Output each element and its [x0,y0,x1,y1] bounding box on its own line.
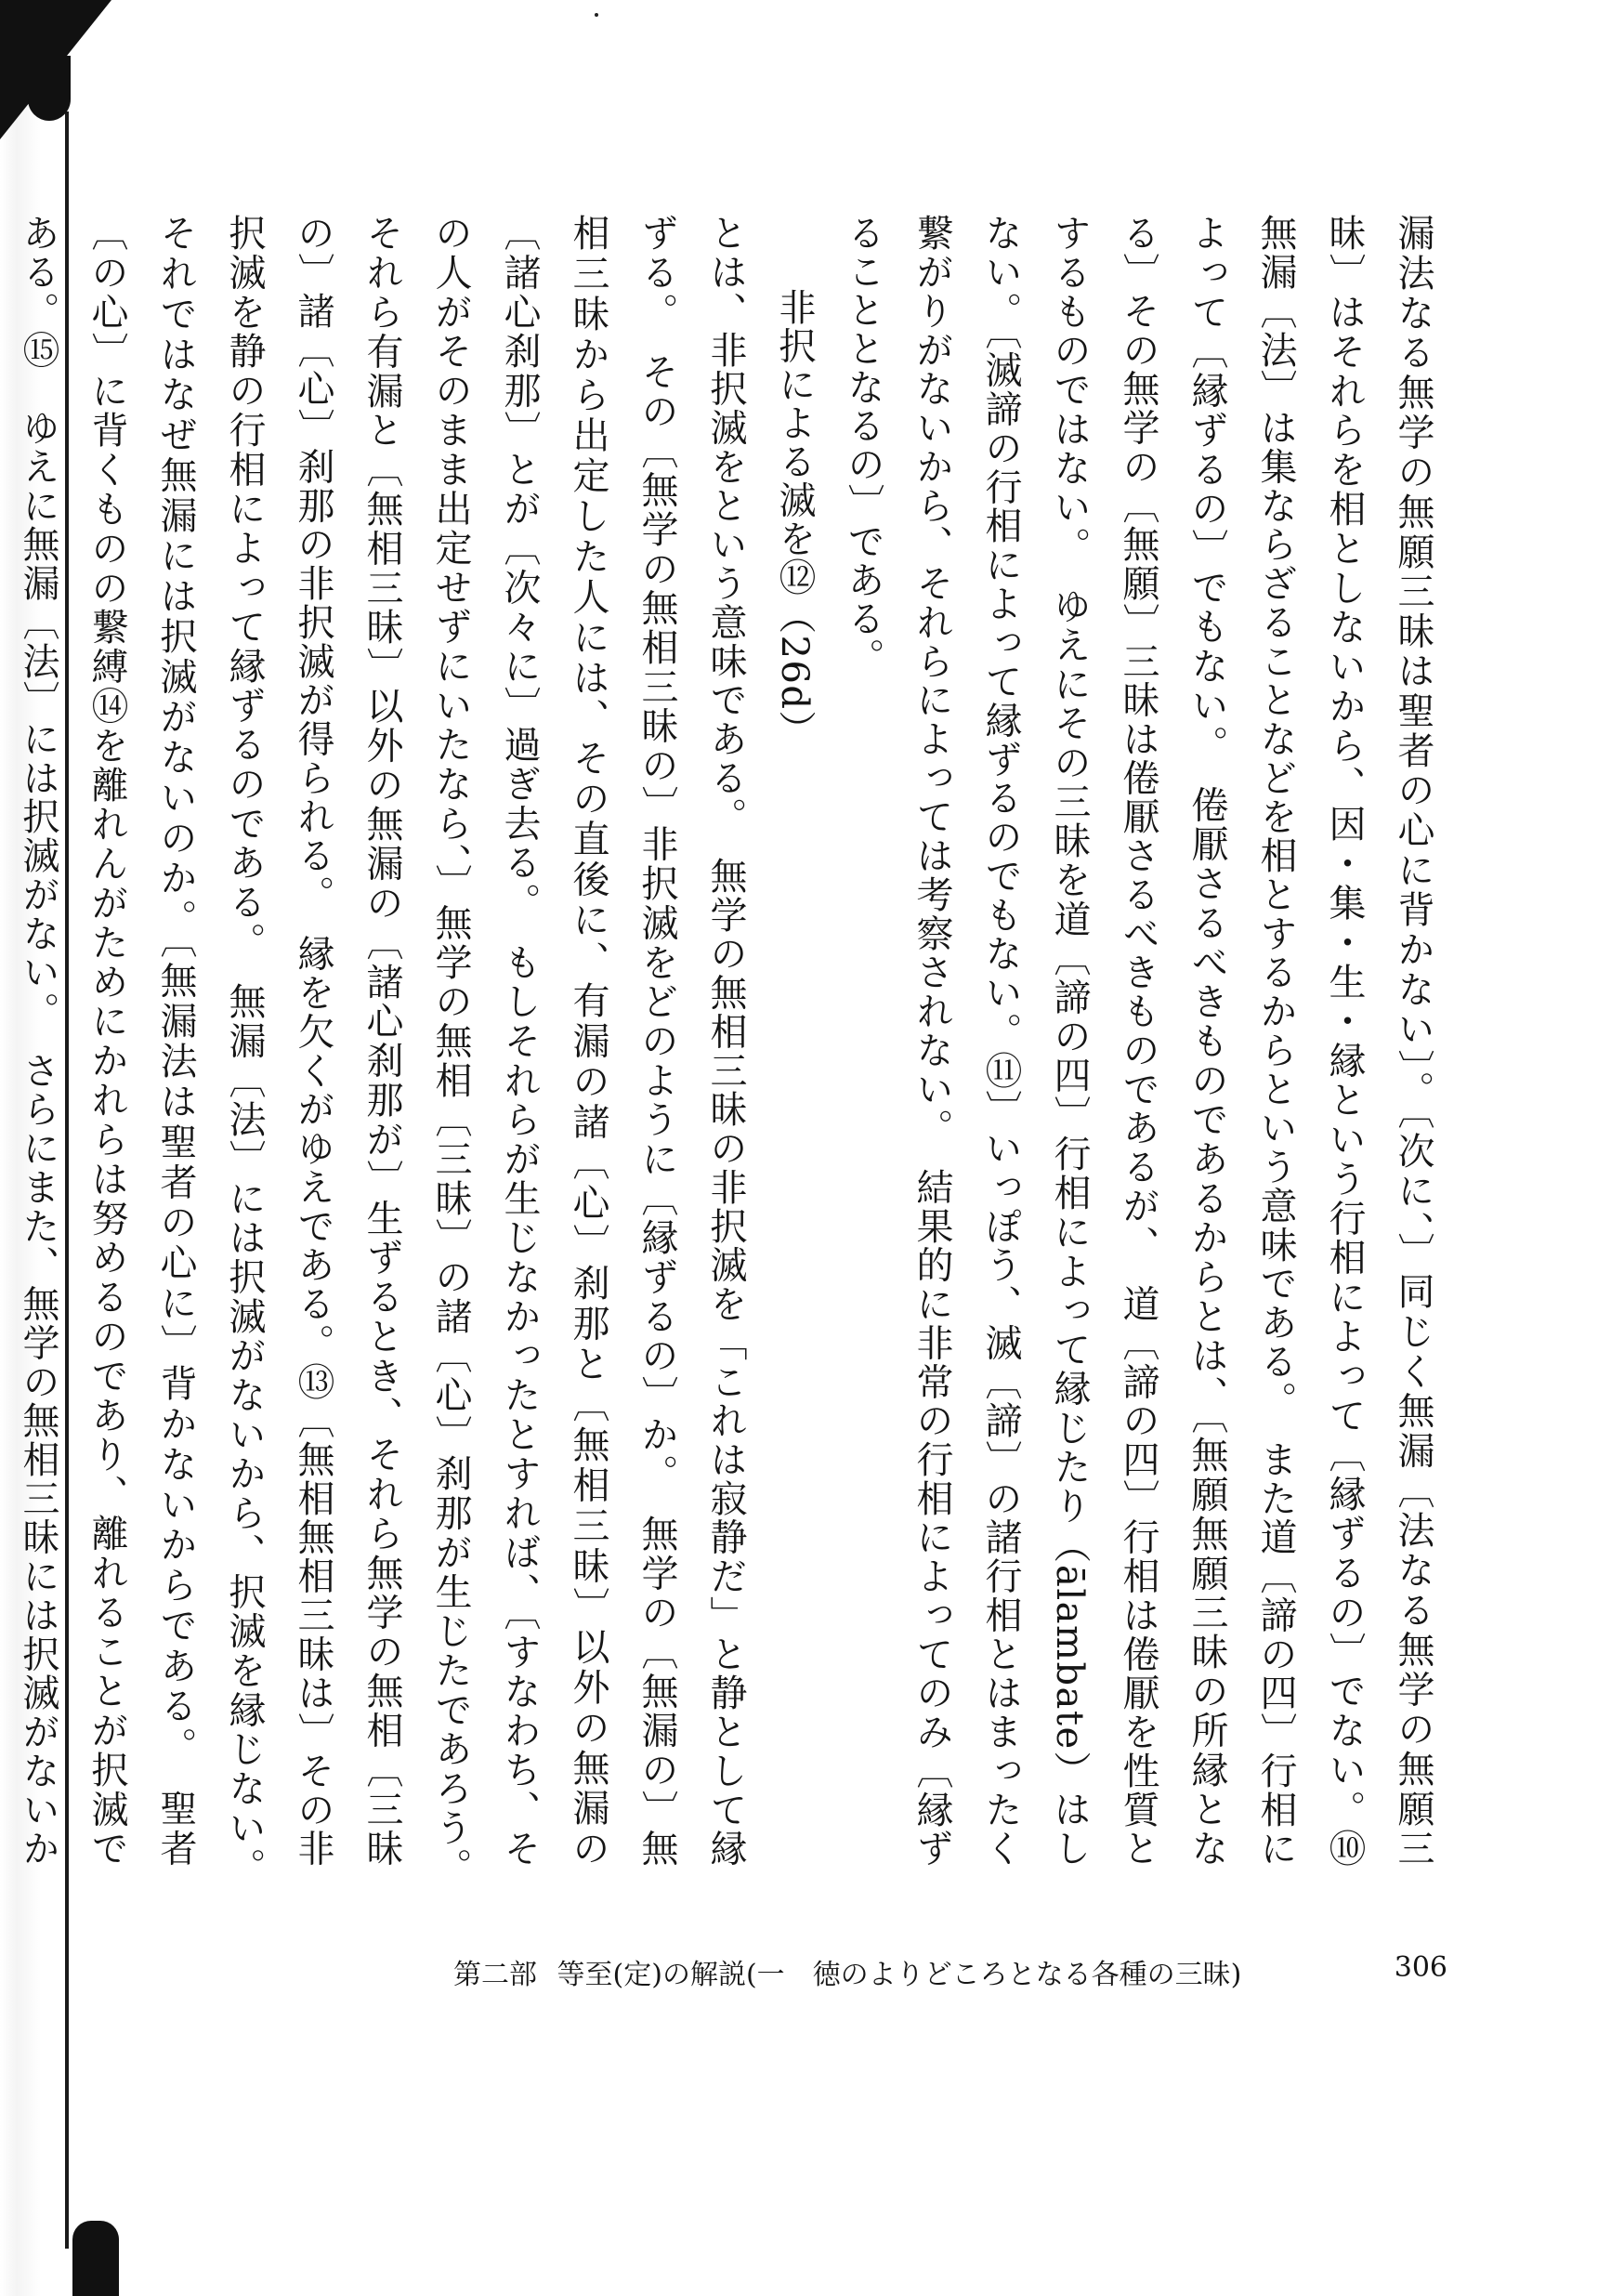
scan-speck [595,13,598,17]
footer-heading [453,1951,1252,1992]
footer-title: 等至(定)の解説(一 徳のよりどころとなる各種の三昧) [557,1959,1242,1991]
paragraph-2: とは、非択滅をという意味である。 無学の無相三昧の非択滅を「これは寂静だ」と静として縁ずる。 その〔無学の無相三昧の〕非択滅をどのように〔縁ずるの〕か。 無学の〔無漏の〕無相三昧から出定した人には、その直後に、有漏の諸〔心〕刹那と〔無相三昧〕以外の無漏の〔諸心刹那〕とが〔次々に〕過ぎ去る。 もしそれらが生じなかったとすれば、〔すなわち、その人がそのまま出定せずにいたなら、〕無学の無相〔三昧〕の諸〔心〕刹那が生じたであろう。 それら有漏と〔無相三昧〕以外の無漏の〔諸心刹那が〕生ずるとき、それら無学の無相〔三昧の〕諸〔心〕刹那の非択滅が得られる。 縁を欠くがゆえである。⑬〔無相無相三昧は〕その非択滅を静の行相によって縁ずるのである。 無漏〔法〕には択滅がないから、択滅を縁じない。 それではなぜ無漏には択滅がないのか。〔無漏法は聖者の心に〕背かないからである。 聖者〔の心〕に背くものの繋縛⑭を離れんがためにかれらは努めるのであり、離れることが択滅である。⑮ ゆえに無漏〔法〕には択滅がない。 さらにまた、無学の無相三昧には択滅がないか [17,214,747,1869]
scan-bottom-blot [72,2221,119,2296]
paragraph-1: 漏法なる無学の無願三昧は聖者の心に背かない〕。〔次に、〕同じく無漏〔法なる無学の無願三昧〕はそれらを相としないから、因・集・生・縁という行相によって〔縁ずるの〕でない。⑩ 無漏〔法〕は集ならざることなどを相とするからという意味である。 また道〔諦の四〕行相によって〔縁ずるの〕でもない。 倦厭さるべきものであるからとは、〔無願無願三昧の所縁となる〕その無学の〔無願〕三昧は倦厭さるべきものであるが、 道〔諦の四〕行相は倦厭を性質とするものではない。 ゆえにその三昧を道〔諦の四〕行相によって縁じたり（ālambate）はしない。〔滅諦の行相によって縁ずるのでもない。⑪〕いっぽう、滅〔諦〕の諸行相とはまったく繋がりがないから、それらによっては考察されない。 結果的に非常の行相によってのみ〔縁ずることとなるの〕である。 [842,214,1434,1907]
verse-quote: 非択による滅を⑫（26d） [773,288,816,750]
page-number: 306 [1394,1951,1447,1984]
footer-part: 第二部 [453,1959,537,1991]
vertical-body-text [0,214,1447,1907]
running-footer [453,1951,1447,1992]
scan-corner-blot-2 [28,56,71,121]
